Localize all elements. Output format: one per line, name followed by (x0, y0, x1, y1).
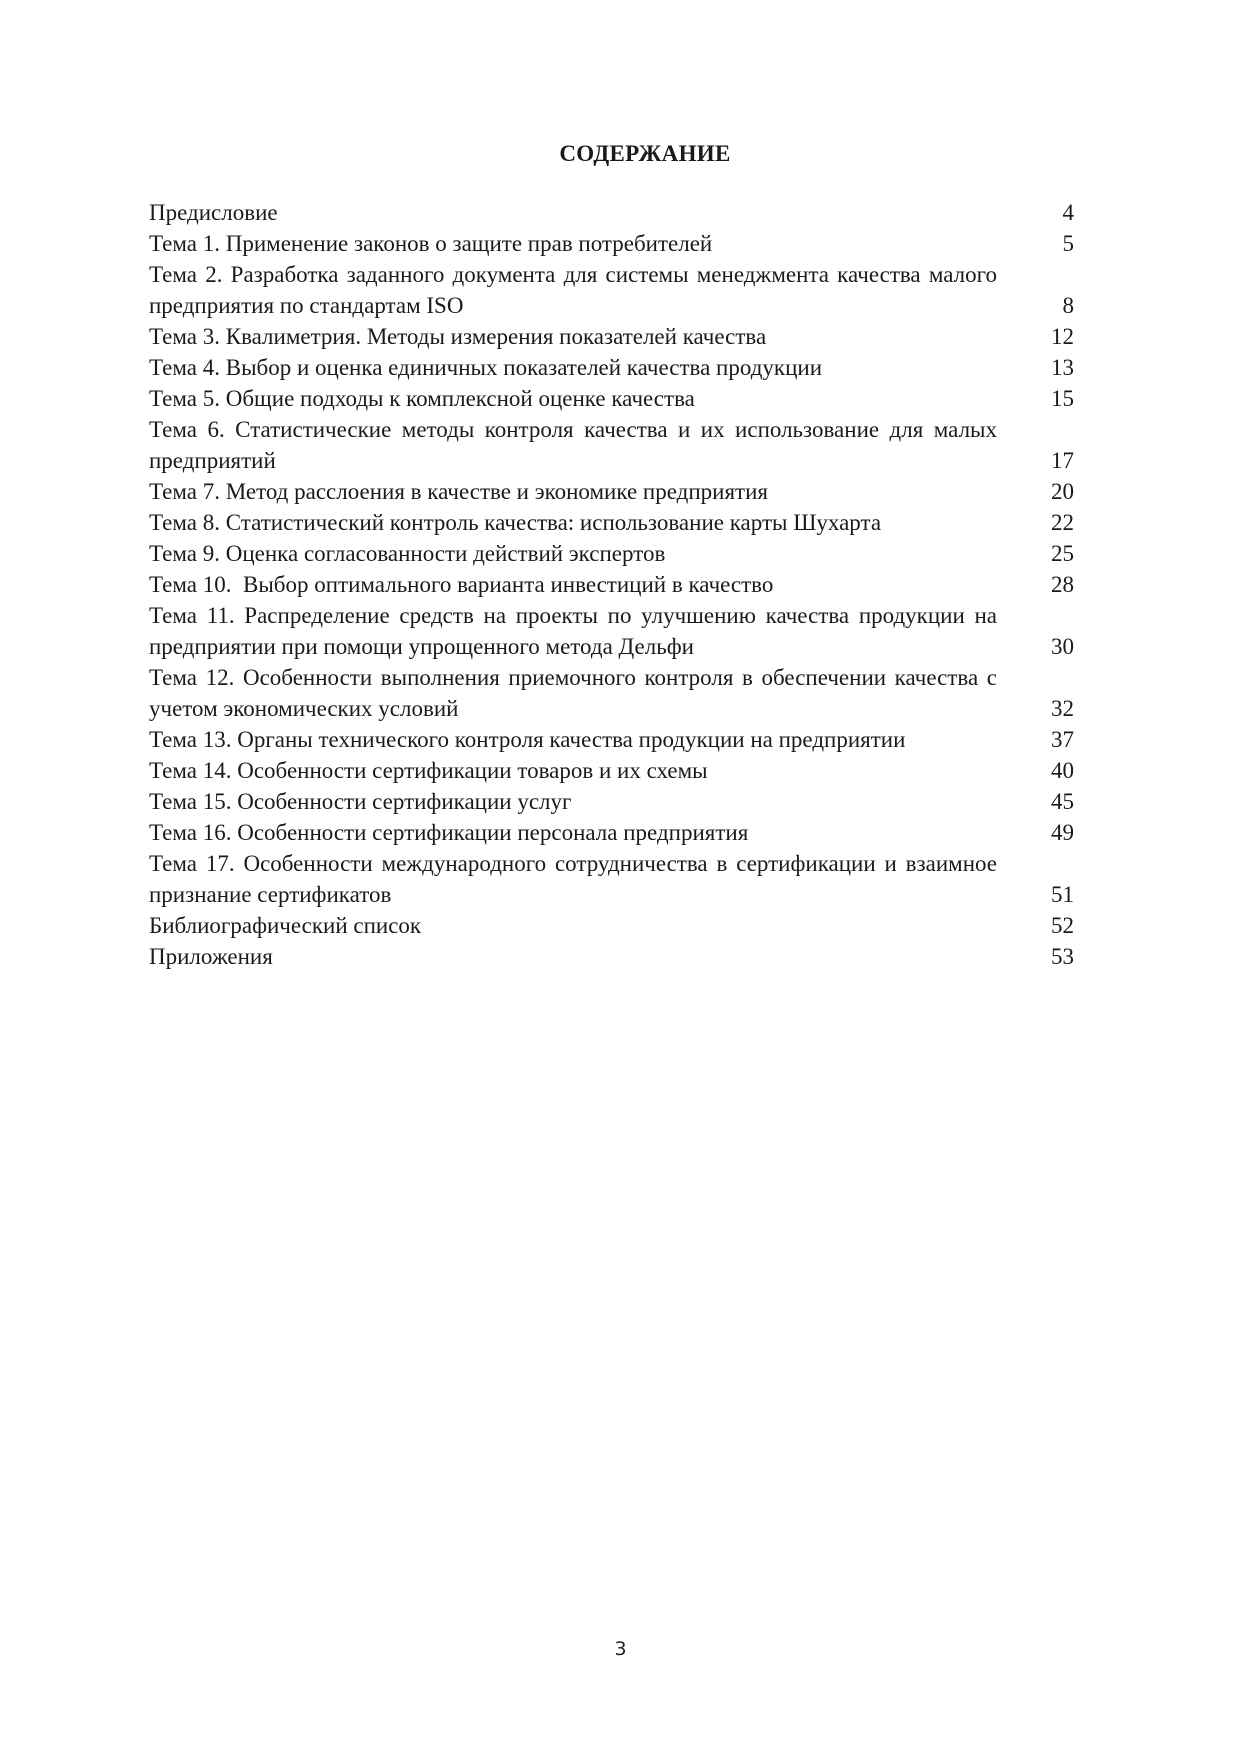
toc-entry (149, 321, 1082, 352)
toc-entry-page: 49 (1051, 820, 1074, 845)
toc-entry (149, 600, 1082, 662)
toc-entry (149, 383, 1082, 414)
toc-entry-text: Предисловие (149, 200, 278, 225)
toc-entry-page: 20 (1051, 479, 1074, 504)
toc-entry (149, 569, 1082, 600)
toc-entry-text: Тема 1. Применение законов о защите прав потребителей (149, 231, 713, 256)
toc-entry-text: Тема 13. Органы технического контроля качества продукции на предприятии (149, 727, 906, 752)
toc-entry-text: Тема 2. Разработка заданного документа для системы менеджмента качества малого предприятия по стандартам ISO (149, 262, 997, 318)
toc-entry-page: 8 (1062, 293, 1074, 318)
toc-title: СОДЕРЖАНИЕ (559, 141, 731, 166)
toc-entry-page: 45 (1051, 789, 1074, 814)
toc-entry-page: 12 (1051, 324, 1074, 349)
toc-entry-page: 52 (1051, 913, 1074, 938)
toc-entry (149, 507, 1082, 538)
toc-entry-text: Тема 14. Особенности сертификации товаров и их схемы (149, 758, 708, 783)
toc-entry-page: 32 (1051, 696, 1074, 721)
toc-entry-page: 30 (1051, 634, 1074, 659)
toc-entry-page: 15 (1051, 386, 1074, 411)
toc-entry (149, 662, 1082, 724)
toc-entry (149, 197, 1082, 228)
toc-entry (149, 786, 1082, 817)
toc-entry-page: 25 (1051, 541, 1074, 566)
toc-entry-page: 28 (1051, 572, 1074, 597)
toc-entry (149, 755, 1082, 786)
toc-entry (149, 848, 1082, 910)
toc-entry (149, 352, 1082, 383)
toc-entry-text: Тема 7. Метод расслоения в качестве и экономике предприятия (149, 479, 768, 504)
toc-entry-text: Тема 11. Распределение средств на проекты по улучшению качества продукции на предприятии при помощи упрощенного метода Дельфи (149, 603, 997, 659)
toc-entry (149, 228, 1082, 259)
toc-entry (149, 817, 1082, 848)
toc-entry-page: 13 (1051, 355, 1074, 380)
toc-entry-text: Тема 9. Оценка согласованности действий экспертов (149, 541, 666, 566)
toc-entry-text: Тема 4. Выбор и оценка единичных показателей качества продукции (149, 355, 822, 380)
toc-entry-page: 5 (1062, 231, 1074, 256)
toc-entry-page: 22 (1051, 510, 1074, 535)
toc-entry-page: 51 (1051, 882, 1074, 907)
toc-entry-page: 37 (1051, 727, 1074, 752)
table-of-contents (149, 197, 1082, 972)
page-number: 3 (614, 1638, 627, 1660)
toc-entry-text: Тема 5. Общие подходы к комплексной оценке качества (149, 386, 695, 411)
toc-entry-text: Тема 17. Особенности международного сотрудничества в сертификации и взаимное признание сертификатов (149, 851, 997, 907)
toc-entry-text: Библиографический список (149, 913, 422, 938)
toc-entry-text: Тема 16. Особенности сертификации персонала предприятия (149, 820, 749, 845)
toc-entry-page: 53 (1051, 944, 1074, 969)
toc-entry (149, 476, 1082, 507)
toc-entry (149, 724, 1082, 755)
toc-entry (149, 910, 1082, 941)
toc-entry-page: 40 (1051, 758, 1074, 783)
toc-entry (149, 538, 1082, 569)
toc-entry-text: Тема 15. Особенности сертификации услуг (149, 789, 572, 814)
toc-entry-text: Тема 10. Выбор оптимального варианта инвестиций в качество (149, 572, 774, 597)
toc-entry-page: 4 (1062, 200, 1074, 225)
toc-entry-text: Приложения (149, 944, 273, 969)
toc-entry-text: Тема 3. Квалиметрия. Методы измерения показателей качества (149, 324, 767, 349)
toc-entry (149, 414, 1082, 476)
toc-entry-page: 17 (1051, 448, 1074, 473)
toc-entry (149, 259, 1082, 321)
toc-entry (149, 941, 1082, 972)
toc-entry-text: Тема 8. Статистический контроль качества: использование карты Шухарта (149, 510, 882, 535)
toc-entry-text: Тема 6. Статистические методы контроля качества и их использование для малых предприятий (149, 417, 997, 473)
toc-entry-text: Тема 12. Особенности выполнения приемочного контроля в обеспечении качества с учетом экономических условий (149, 665, 997, 721)
